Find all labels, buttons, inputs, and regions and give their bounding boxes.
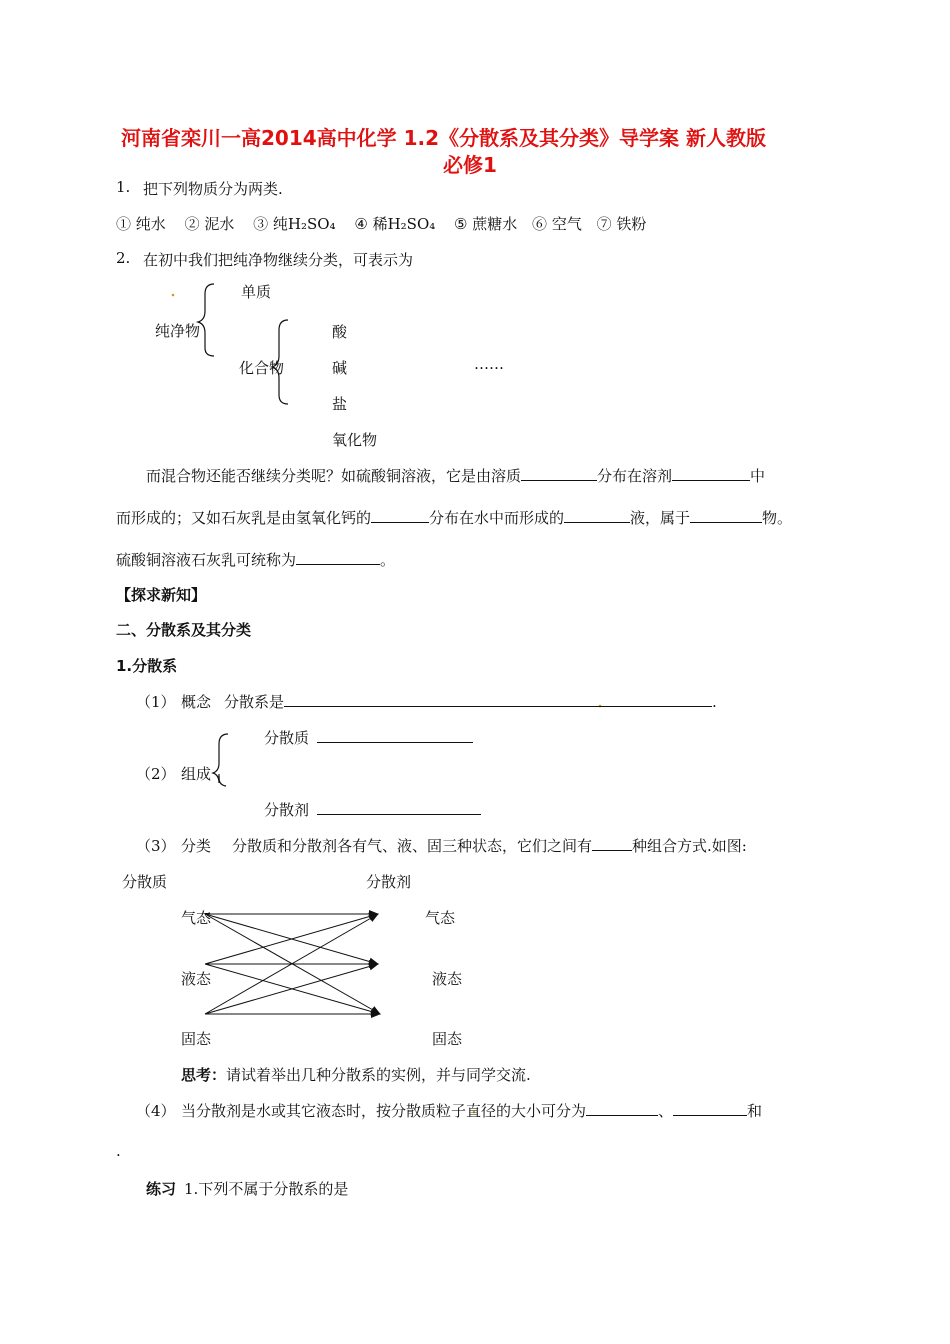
classify-label: 分类: [181, 837, 212, 855]
classify-number: （3）: [136, 837, 176, 855]
para-text: 液，属于: [630, 509, 691, 527]
think-line: [181, 1064, 531, 1085]
left-state-solid: 固态: [181, 1030, 212, 1048]
section-heading: 二、分散系及其分类: [116, 621, 252, 639]
q4-text: 当分散剂是水或其它液态时，按分散质粒子直径的大小可分为: [181, 1102, 587, 1120]
q1-number: 1.: [116, 178, 131, 196]
para-text: 分布在水中而形成的: [429, 509, 565, 527]
think-label: 思考：: [181, 1066, 227, 1084]
think-text: 请试着举出几种分散系的实例，并与同学交流.: [226, 1066, 531, 1084]
classify-text: 种组合方式.如图:: [632, 837, 747, 855]
tree-salt: 盐: [332, 395, 348, 413]
concept-end: .: [712, 693, 717, 711]
practice-text: 1.下列不属于分散系的是: [184, 1180, 349, 1198]
q1-item: ⑦ 铁粉: [596, 215, 647, 233]
explore-heading: 【探求新知】: [116, 586, 207, 604]
composition-number: （2）: [136, 765, 176, 783]
tree-ellipsis: ……: [474, 355, 504, 373]
composition-label: 组成: [181, 765, 212, 783]
right-state-gas: 气态: [425, 909, 456, 927]
q2-text: 在初中我们把纯净物继续分类，可表示为: [143, 251, 414, 269]
classify-text: 分散质和分散剂各有气、液、固三种状态，它们之间有: [232, 837, 593, 855]
q2-number: 2.: [116, 249, 131, 267]
q1-item: ④ 稀H₂SO₄: [354, 215, 436, 233]
para-text: 物。: [762, 509, 793, 527]
concept-number: （1）: [136, 693, 176, 711]
q1-item: ③ 纯H₂SO₄: [253, 215, 336, 233]
tree-acid: 酸: [332, 323, 348, 341]
tree-oxide: 氧化物: [332, 431, 378, 449]
para-text: 硫酸铜溶液石灰乳可统称为: [116, 551, 297, 569]
right-state-liquid: 液态: [432, 970, 463, 988]
practice-line: [146, 1178, 348, 1199]
page-title-line2: 必修1: [443, 153, 497, 177]
q4-line: [181, 1100, 762, 1121]
left-state-liquid: 液态: [181, 970, 212, 988]
q4-number: （4）: [136, 1102, 176, 1120]
q4-and: 和: [747, 1102, 763, 1120]
practice-label: 练习: [146, 1180, 177, 1198]
q1-item: ⑥ 空气: [532, 215, 582, 233]
tree-compound: 化合物: [239, 359, 285, 377]
para-text: 而混合物还能否继续分类呢？如硫酸铜溶液，它是由溶质: [146, 467, 522, 485]
para-text: 分布在溶剂: [597, 467, 673, 485]
tree-root: 纯净物: [155, 322, 201, 340]
q4-tail: .: [116, 1142, 121, 1160]
tree-simple: 单质: [241, 283, 272, 301]
para-text: 而形成的；又如石灰乳是由氢氧化钙的: [116, 509, 372, 527]
concept-label: 概念: [181, 693, 212, 711]
page-title-line1: 河南省栾川一高2014高中化学 1.2《分散系及其分类》导学案 新人教版: [121, 126, 767, 150]
subsection-heading: 1.分散系: [116, 657, 178, 675]
para-text: 中: [750, 467, 766, 485]
blank-solution[interactable]: [586, 1101, 658, 1116]
q1-item: ② 泥水: [184, 215, 235, 233]
left-state-gas: 气态: [181, 909, 212, 927]
q4-separator: 、: [658, 1102, 674, 1120]
right-header: 分散剂: [366, 873, 412, 891]
right-state-solid: 固态: [432, 1030, 463, 1048]
q1-item: ① 纯水: [116, 215, 166, 233]
left-header: 分散质: [122, 873, 168, 891]
q1-item: ⑤ 蔗糖水: [454, 215, 518, 233]
q1-text: 把下列物质分为两类.: [143, 180, 283, 198]
dispersed-label: 分散质: [264, 729, 310, 747]
tree-base: 碱: [332, 359, 348, 377]
blank-colloid[interactable]: [673, 1101, 747, 1116]
medium-label: 分散剂: [264, 801, 310, 819]
para-text: 。: [380, 551, 396, 569]
concept-text: 分散系是: [224, 693, 285, 711]
